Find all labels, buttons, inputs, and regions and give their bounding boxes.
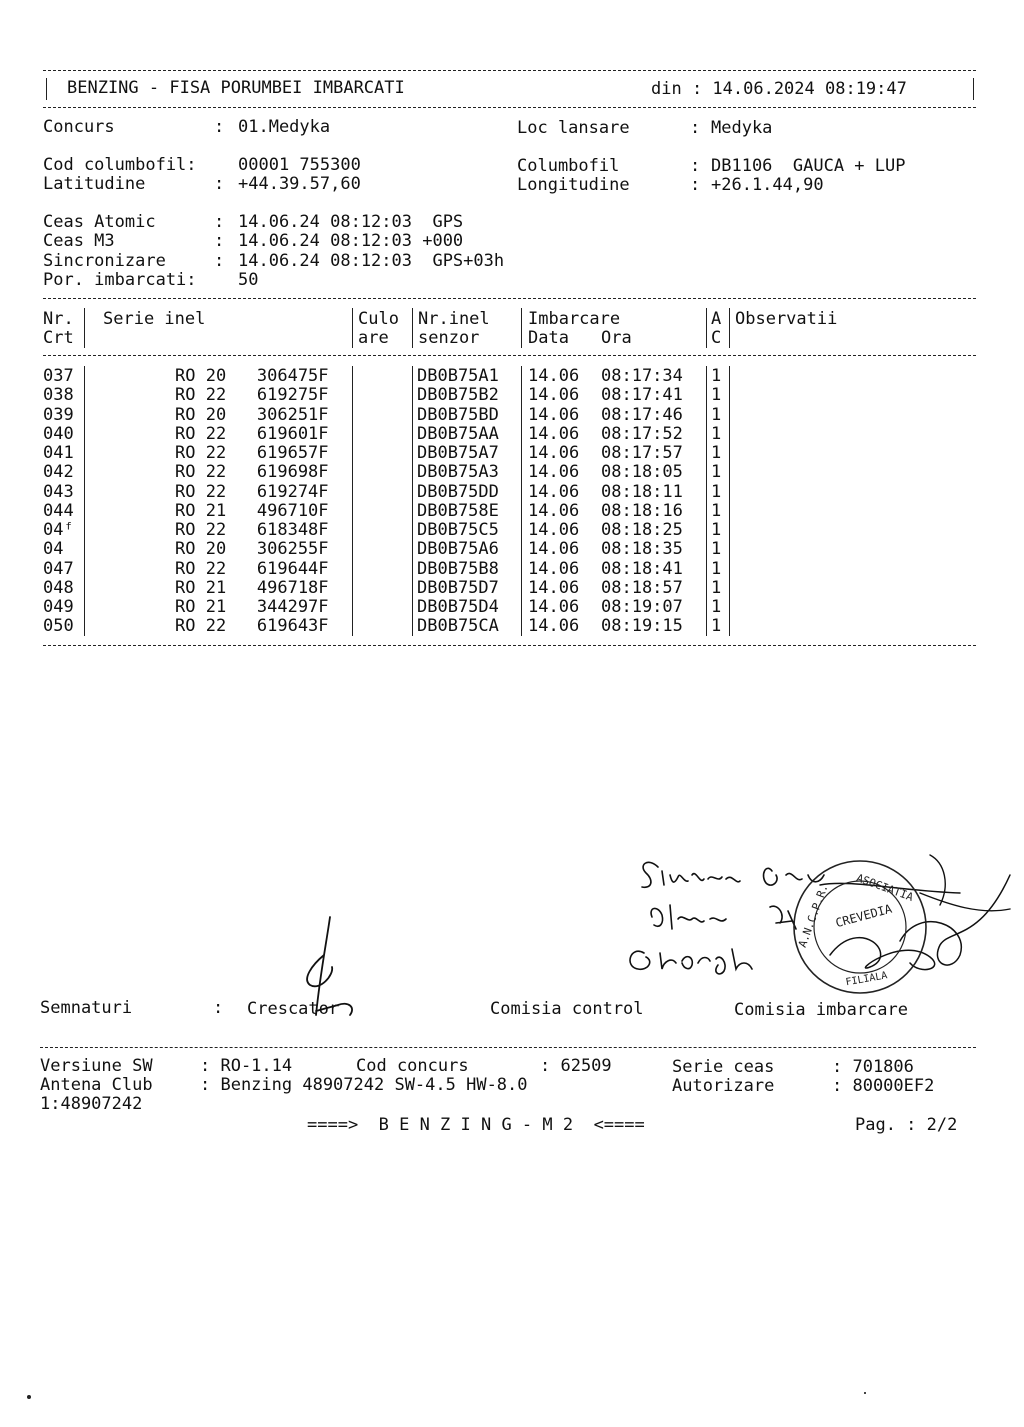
ceas-atomic-colon: : — [214, 212, 225, 232]
concurs-label: Concurs — [43, 117, 115, 137]
cell-ac: 1 — [711, 443, 722, 463]
serie-ceas-label: Serie ceas — [672, 1057, 775, 1077]
club-id: 1:48907242 — [40, 1094, 143, 1114]
body-sep — [729, 366, 730, 636]
cell-nr-inel-senzor: DB0B75D7 — [417, 577, 499, 598]
col-ac-header-2: C — [711, 328, 722, 348]
loc-lansare-value: Medyka — [711, 118, 773, 138]
cell-serie-inel: RO 22 619274F — [175, 481, 329, 502]
cod-columbofil-label: Cod columbofil: — [43, 155, 197, 175]
cell-ac: 1 — [711, 539, 722, 560]
col-ac-header-1: A — [711, 309, 722, 329]
longitudine-label: Longitudine — [517, 175, 630, 195]
columbofil-value: DB1106 GAUCA + LUP — [711, 156, 906, 176]
col-imbarcare-header: Imbarcare — [528, 309, 621, 329]
cell-nr-inel-senzor: DB0B75D4 — [417, 597, 499, 617]
header-sep — [412, 308, 413, 348]
cell-serie-inel: RO 22 618348F — [175, 520, 329, 540]
col-culoare-header-2: are — [358, 328, 389, 348]
serie-ceas-value: : 701806 — [832, 1057, 914, 1077]
cell-ac: 1 — [711, 520, 722, 540]
cell-nr-inel-senzor: DB0B75A3 — [417, 462, 499, 483]
col-senzor-header-1: Nr.inel — [418, 309, 490, 329]
signature-crescator: Crescator — [247, 999, 340, 1019]
cell-data: 14.06 — [528, 404, 580, 425]
cell-ac: 1 — [711, 577, 722, 598]
cell-nr-inel-senzor: DB0B75A7 — [417, 443, 499, 463]
document-title: BENZING - FISA PORUMBEI IMBARCATI — [67, 78, 405, 98]
cell-nr: 04 — [43, 539, 64, 560]
header-sep — [706, 308, 707, 348]
cell-nr-inel-senzor: DB0B75DD — [417, 481, 499, 502]
cell-data: 14.06 — [528, 520, 580, 540]
header-right-bar — [973, 78, 974, 100]
col-senzor-header-2: senzor — [418, 328, 480, 348]
col-observatii-header: Observatii — [735, 309, 838, 329]
cell-nr: 044 — [43, 500, 74, 521]
sincronizare-colon: : — [214, 251, 225, 271]
cell-nr: 050 — [43, 616, 74, 637]
columbofil-colon: : — [690, 156, 701, 176]
signature-comisia-imbarcare: Comisia imbarcare — [734, 1000, 908, 1020]
body-sep — [352, 366, 353, 636]
latitudine-colon: : — [214, 174, 225, 194]
col-nr-header-1: Nr. — [43, 309, 74, 329]
footer-divider — [40, 1047, 976, 1048]
cell-ac: 1 — [711, 404, 722, 425]
cell-ora: 08:17:46 — [601, 404, 683, 425]
col-culoare-header-1: Culo — [358, 309, 399, 329]
cell-data: 14.06 — [528, 366, 580, 386]
cell-serie-inel: RO 22 619601F — [175, 423, 329, 444]
cell-data: 14.06 — [528, 616, 580, 637]
cell-data: 14.06 — [528, 558, 580, 579]
cell-serie-inel: RO 21 496718F — [175, 577, 329, 598]
cell-ac: 1 — [711, 597, 722, 617]
table-header-divider — [43, 355, 976, 356]
longitudine-colon: : — [690, 175, 701, 195]
cell-nr-inel-senzor: DB0B75C5 — [417, 520, 499, 540]
benzing-banner: ====> B E N Z I N G - M 2 <==== — [307, 1115, 645, 1135]
cell-nr-inel-senzor: DB0B75CA — [417, 616, 499, 637]
scan-speck — [27, 1395, 31, 1399]
cell-ac: 1 — [711, 558, 722, 579]
cell-ora: 08:19:15 — [601, 616, 683, 637]
page-number: Pag. : 2/2 — [855, 1115, 958, 1135]
table-bottom-divider — [43, 645, 976, 646]
latitudine-value: +44.39.57,60 — [238, 174, 361, 194]
cell-ora: 08:18:16 — [601, 500, 683, 521]
cell-nr-inel-senzor: DB0B758E — [417, 500, 499, 521]
latitudine-label: Latitudine — [43, 174, 146, 194]
cell-serie-inel: RO 21 344297F — [175, 597, 329, 617]
cell-ac: 1 — [711, 500, 722, 521]
columbofil-label: Columbofil — [517, 156, 620, 176]
sincronizare-label: Sincronizare — [43, 251, 166, 271]
por-imbarcati-value: 50 — [238, 270, 259, 290]
loc-lansare-label: Loc lansare — [517, 118, 630, 138]
cell-nr: 047 — [43, 558, 74, 579]
cell-data: 14.06 — [528, 577, 580, 598]
cell-ora: 08:18:25 — [601, 520, 683, 540]
cell-ora: 08:19:07 — [601, 597, 683, 617]
scan-speck — [864, 1392, 866, 1394]
cell-ac: 1 — [711, 423, 722, 444]
cell-ac: 1 — [711, 366, 722, 386]
cell-nr-inel-senzor: DB0B75BD — [417, 404, 499, 425]
ceas-atomic-label: Ceas Atomic — [43, 212, 156, 232]
col-serie-header: Serie inel — [103, 309, 206, 329]
cell-data: 14.06 — [528, 539, 580, 560]
concurs-colon: : — [214, 117, 225, 137]
antena-club-value: : Benzing 48907242 SW-4.5 HW-8.0 — [200, 1075, 528, 1095]
cell-ora: 08:17:34 — [601, 366, 683, 386]
por-imbarcati-label: Por. imbarcati: — [43, 270, 197, 290]
cell-nr: 039 — [43, 404, 74, 425]
ceas-m3-value: 14.06.24 08:12:03 +000 — [238, 231, 464, 251]
top-divider — [43, 70, 976, 71]
cell-data: 14.06 — [528, 385, 580, 406]
cell-nr: 04ᶠ — [43, 520, 74, 540]
document-date: din : 14.06.2024 08:19:47 — [651, 79, 907, 99]
antena-club-label: Antena Club — [40, 1075, 153, 1095]
cell-serie-inel: RO 22 619643F — [175, 616, 329, 637]
cell-nr: 038 — [43, 385, 74, 406]
svg-text:ASOCIATIA: ASOCIATIA — [854, 871, 916, 904]
handwritten-signatures — [600, 845, 1020, 1000]
cell-serie-inel: RO 22 619657F — [175, 443, 329, 463]
header-sep — [352, 308, 353, 348]
cell-nr: 042 — [43, 462, 74, 483]
info-divider — [43, 298, 976, 299]
col-ora-header: Ora — [601, 328, 632, 348]
signature-comisia-control: Comisia control — [490, 999, 644, 1019]
autorizare-value: : 80000EF2 — [832, 1076, 935, 1096]
cell-data: 14.06 — [528, 597, 580, 617]
stamp-seal — [794, 861, 926, 993]
header-left-bar — [46, 78, 47, 100]
svg-text:FILIALA: FILIALA — [844, 970, 889, 989]
cell-data: 14.06 — [528, 481, 580, 502]
concurs-value: 01.Medyka — [238, 117, 331, 137]
versiune-sw-label: Versiune SW — [40, 1056, 153, 1076]
cell-data: 14.06 — [528, 443, 580, 463]
cell-ac: 1 — [711, 616, 722, 637]
cell-ora: 08:17:41 — [601, 385, 683, 406]
cell-nr-inel-senzor: DB0B75AA — [417, 423, 499, 444]
header-sep — [521, 308, 522, 348]
ceas-atomic-value: 14.06.24 08:12:03 GPS — [238, 212, 464, 232]
body-sep — [521, 366, 522, 636]
cod-concurs-label: Cod concurs — [356, 1056, 469, 1076]
cell-ac: 1 — [711, 462, 722, 483]
cell-serie-inel: RO 22 619698F — [175, 462, 329, 483]
cell-nr: 049 — [43, 597, 74, 617]
cell-ac: 1 — [711, 385, 722, 406]
cod-concurs-value: : 62509 — [540, 1056, 612, 1076]
cell-ora: 08:17:52 — [601, 423, 683, 444]
body-sep — [706, 366, 707, 636]
cell-nr-inel-senzor: DB0B75A1 — [417, 366, 499, 386]
cell-nr: 040 — [43, 423, 74, 444]
autorizare-label: Autorizare — [672, 1076, 775, 1096]
body-sep — [412, 366, 413, 636]
cell-nr: 041 — [43, 443, 74, 463]
svg-text:A.N.C.P.R.: A.N.C.P.R. — [795, 882, 831, 950]
cell-serie-inel: RO 22 619644F — [175, 558, 329, 579]
cell-nr: 037 — [43, 366, 74, 386]
cell-ora: 08:18:57 — [601, 577, 683, 598]
cell-ora: 08:17:57 — [601, 443, 683, 463]
cell-serie-inel: RO 20 306251F — [175, 404, 329, 425]
col-nr-header-2: Crt — [43, 328, 74, 348]
body-sep — [84, 366, 85, 636]
cell-serie-inel: RO 22 619275F — [175, 385, 329, 406]
cell-nr-inel-senzor: DB0B75A6 — [417, 539, 499, 560]
cell-ora: 08:18:05 — [601, 462, 683, 483]
cell-serie-inel: RO 20 306475F — [175, 366, 329, 386]
cell-ora: 08:18:11 — [601, 481, 683, 502]
cell-ora: 08:18:35 — [601, 539, 683, 560]
header-divider — [43, 107, 976, 108]
ceas-m3-label: Ceas M3 — [43, 231, 115, 251]
cell-ac: 1 — [711, 481, 722, 502]
cell-data: 14.06 — [528, 500, 580, 521]
cod-columbofil-value: 00001 755300 — [238, 155, 361, 175]
cell-data: 14.06 — [528, 462, 580, 483]
cell-serie-inel: RO 20 306255F — [175, 539, 329, 560]
cell-nr-inel-senzor: DB0B75B8 — [417, 558, 499, 579]
header-sep — [84, 308, 85, 348]
col-data-header: Data — [528, 328, 569, 348]
cell-nr-inel-senzor: DB0B75B2 — [417, 385, 499, 406]
cell-data: 14.06 — [528, 423, 580, 444]
cell-serie-inel: RO 21 496710F — [175, 500, 329, 521]
sincronizare-value: 14.06.24 08:12:03 GPS+03h — [238, 251, 505, 271]
cell-nr: 043 — [43, 481, 74, 502]
semnaturi-label: Semnaturi — [40, 998, 133, 1018]
cell-ora: 08:18:41 — [601, 558, 683, 579]
header-sep — [729, 308, 730, 348]
cell-nr: 048 — [43, 577, 74, 598]
versiune-sw-value: : RO-1.14 — [200, 1056, 293, 1076]
svg-text:CREVEDIA: CREVEDIA — [833, 901, 894, 931]
loc-colon: : — [690, 118, 701, 138]
semnaturi-colon: : — [213, 998, 224, 1018]
longitudine-value: +26.1.44,90 — [711, 175, 824, 195]
ceas-m3-colon: : — [214, 231, 225, 251]
